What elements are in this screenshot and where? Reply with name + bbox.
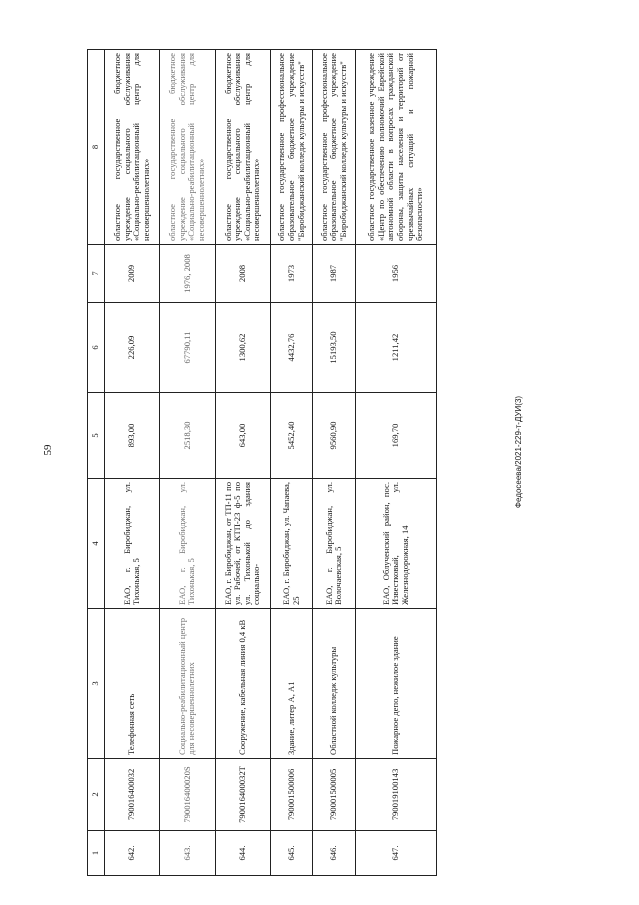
header-cell: 3 — [88, 609, 105, 759]
table-row — [160, 50, 215, 876]
object-name-cell: Социально-реабилитационный центр для несовершеннолетних — [160, 609, 215, 759]
address-cell: ЕАО, г. Биробиджан, от ТП-11 по ул. Рабочей, от КТП-23 ф-5 по ул. Тихонькой до здания социально- — [215, 479, 270, 609]
area-cell: 643,00 — [215, 393, 270, 479]
address-cell: ЕАО, г. Биробиджан, ул. Тихонькая, 5 — [105, 479, 160, 609]
row-number-cell: 642. — [105, 831, 160, 876]
holder-cell: областное государственное профессиональное образовательное бюджетное учреждение "Биробиджанский колледж культуры и искусств" — [313, 50, 356, 245]
row-number-cell: 643. — [160, 831, 215, 876]
area-cell: 893,00 — [105, 393, 160, 479]
header-cell: 6 — [88, 303, 105, 393]
object-name-cell: Сооружение, кабельная линия 0,4 кВ — [215, 609, 270, 759]
row-number-cell: 644. — [215, 831, 270, 876]
table-row — [313, 50, 356, 876]
object-name-cell: Здание, литер А, А1 — [270, 609, 313, 759]
object-name-cell: Телефонная сеть — [105, 609, 160, 759]
header-cell: 7 — [88, 245, 105, 303]
area-cell: 169,70 — [355, 393, 436, 479]
table-row — [105, 50, 160, 876]
value-cell: 226,09 — [105, 303, 160, 393]
year-cell: 2008 — [215, 245, 270, 303]
table-row — [355, 50, 436, 876]
table-row — [270, 50, 313, 876]
object-name-cell: Областной колледж культуры — [313, 609, 356, 759]
holder-cell: областное государственное казенное учреждение «Центр по обеспечению полномочий Еврейской автономной области в вопросах гражданской обороны, защиты населения и территорий от чрезвычайных ситуаций и пожарной безопасности» — [355, 50, 436, 245]
row-number-cell: 646. — [313, 831, 356, 876]
year-cell: 1976, 2008 — [160, 245, 215, 303]
row-number-cell: 645. — [270, 831, 313, 876]
footer-reference: Федосеева/2021-229-т-ДУИ(3) — [514, 395, 523, 509]
address-cell: ЕАО, Облученский район, пос. Известковый, ул. Железнодорожная, 14 — [355, 479, 436, 609]
registry-number-cell: 790016400020S — [160, 759, 215, 831]
holder-cell: областное государственное бюджетное учреждение социального обслуживания «Социально-реабилитационный центр для несовершеннолетних» — [160, 50, 215, 245]
registry-number-cell: 790019100143 — [355, 759, 436, 831]
registry-number-cell: 790016400032 — [105, 759, 160, 831]
year-cell: 1973 — [270, 245, 313, 303]
rotated-table-container — [87, 50, 437, 876]
holder-cell: областное государственное профессиональное образовательное бюджетное учреждение "Биробиджанский колледж культуры и искусств" — [270, 50, 313, 245]
registry-number-cell: 790016400032Т — [215, 759, 270, 831]
address-cell: ЕАО, г. Биробиджан, ул. Тихонькая, 5 — [160, 479, 215, 609]
registry-number-cell: 790001500006 — [270, 759, 313, 831]
header-cell: 1 — [88, 831, 105, 876]
header-row — [88, 50, 105, 876]
year-cell: 2009 — [105, 245, 160, 303]
header-cell: 2 — [88, 759, 105, 831]
value-cell: 15193,50 — [313, 303, 356, 393]
object-name-cell: Пожарное депо, нежилое здание — [355, 609, 436, 759]
area-cell: 9560,90 — [313, 393, 356, 479]
value-cell: 67790,11 — [160, 303, 215, 393]
area-cell: 5452,40 — [270, 393, 313, 479]
holder-cell: областное государственное бюджетное учреждение социального обслуживания «Социально-реабилитационный центр для несовершеннолетних» — [105, 50, 160, 245]
header-cell: 8 — [88, 50, 105, 245]
address-cell: ЕАО, г. Биробиджан, ул. Волочаевская, 5 — [313, 479, 356, 609]
year-cell: 1956 — [355, 245, 436, 303]
value-cell: 1211,42 — [355, 303, 436, 393]
row-number-cell: 647. — [355, 831, 436, 876]
holder-cell: областное государственное бюджетное учреждение социального обслуживания «Социально-реабилитационный центр для несовершеннолетних» — [215, 50, 270, 245]
value-cell: 1300,62 — [215, 303, 270, 393]
table-row — [215, 50, 270, 876]
year-cell: 1987 — [313, 245, 356, 303]
header-cell: 5 — [88, 393, 105, 479]
address-cell: ЕАО, г. Биробиджан, ул. Чапаева, 25 — [270, 479, 313, 609]
registry-number-cell: 790001500005 — [313, 759, 356, 831]
page-number: 59 — [42, 444, 54, 456]
area-cell: 2518,30 — [160, 393, 215, 479]
property-table — [87, 49, 437, 876]
header-cell: 4 — [88, 479, 105, 609]
value-cell: 4432,76 — [270, 303, 313, 393]
